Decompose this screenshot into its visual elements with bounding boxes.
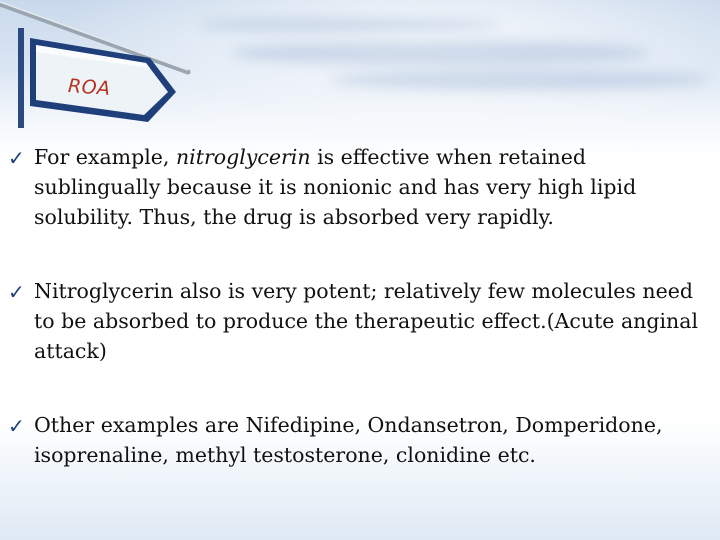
check-icon: ✓ bbox=[8, 146, 25, 170]
bullet-text: Nitroglycerin also is very potent; relatively few molecules need to be absorbed to produce the therapeutic effect.(Acute anginal attack) bbox=[34, 279, 699, 363]
bullet-text-emphasis: nitroglycerin bbox=[175, 145, 311, 169]
roa-sign bbox=[0, 0, 200, 135]
bullet-text bbox=[34, 142, 714, 232]
sign-post bbox=[18, 28, 24, 128]
sky-streak-decor bbox=[330, 70, 710, 90]
check-icon: ✓ bbox=[8, 414, 25, 438]
bullet-text-before: For example, bbox=[34, 145, 176, 169]
check-icon: ✓ bbox=[8, 280, 25, 304]
arrow-sign-icon bbox=[0, 0, 200, 135]
sign-label: ROA bbox=[67, 75, 112, 100]
sky-streak-decor bbox=[230, 40, 650, 66]
bullet-text: Other examples are Nifedipine, Ondansetron, Domperidone, isoprenaline, methyl testosterone, clonidine etc. bbox=[34, 413, 663, 467]
bullet-text-after: is effective when retained sublingually because it is nonionic and has very high lipid solubility. Thus, the drug is absorbed very rapidly. bbox=[34, 145, 637, 229]
sky-streak-decor bbox=[200, 18, 500, 32]
